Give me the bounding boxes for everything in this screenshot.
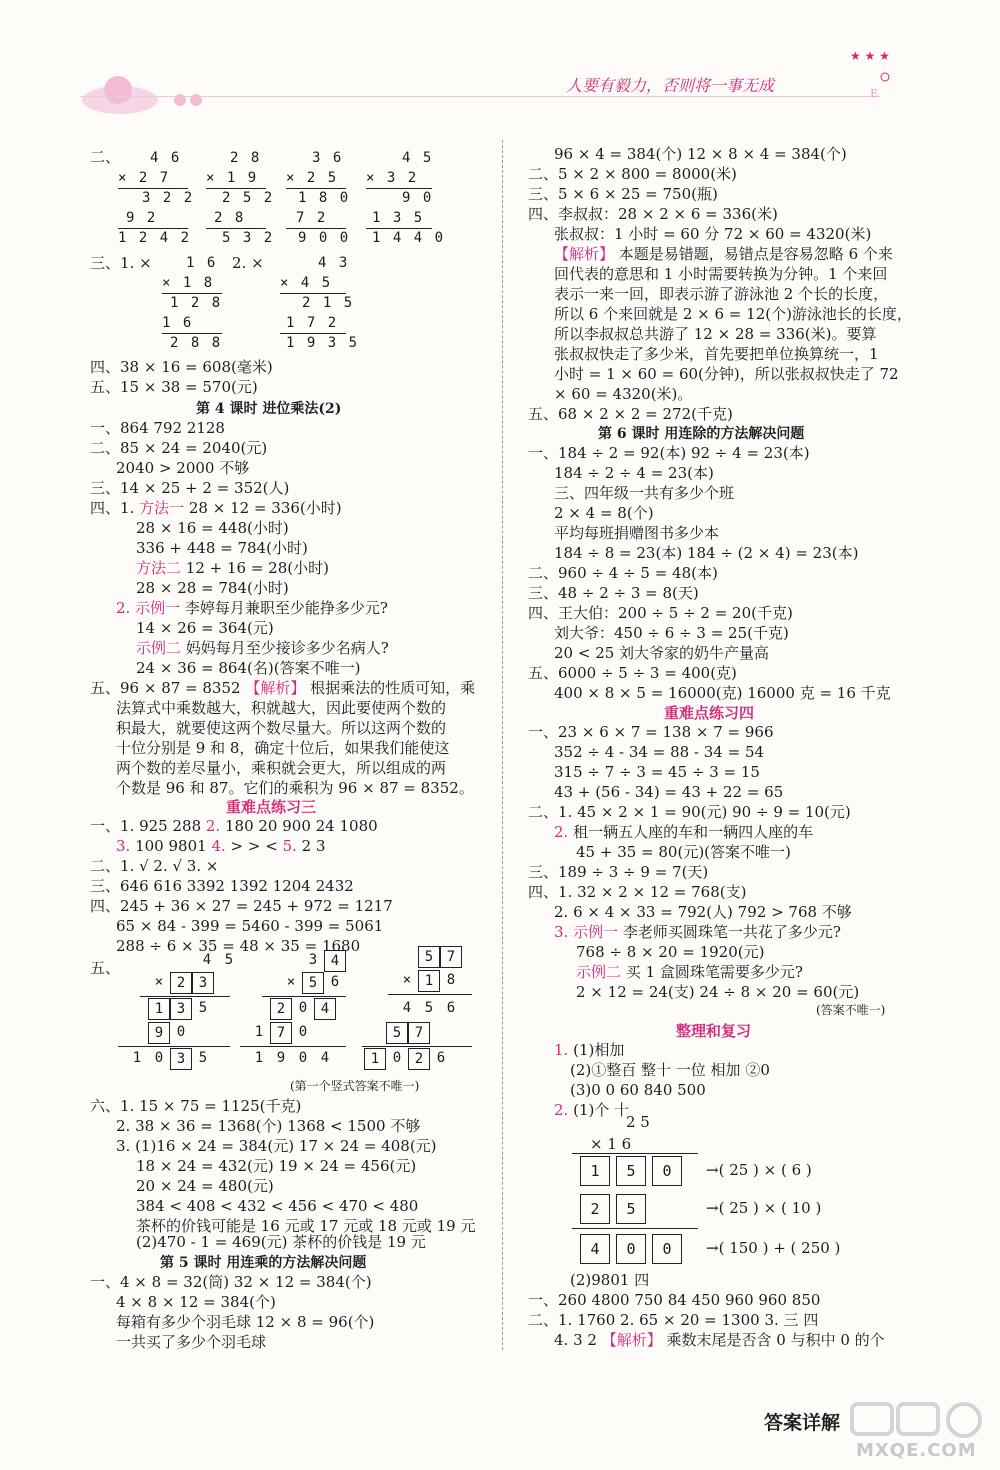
svg-text:★ ★ ★: ★ ★ ★ xyxy=(850,49,890,63)
review-title: 整理和复习 xyxy=(676,1022,752,1040)
answer-line: 一、260 4800 750 84 450 960 960 850 xyxy=(528,1291,821,1309)
calc-row: 2 8 xyxy=(214,210,246,226)
answer-line: 352 ÷ 4 - 34 = 88 - 34 = 54 xyxy=(554,743,765,761)
answer-line: 四、李叔叔：28 × 2 × 6 = 336(米) xyxy=(528,205,778,223)
answer-line: 三、646 616 3392 1392 1204 2432 xyxy=(90,877,354,895)
calc-row: 2 8 8 xyxy=(170,335,223,351)
digit-box: 4 xyxy=(580,1234,610,1264)
answer-line xyxy=(90,816,378,836)
answer-line: 茶杯的价钱可能是 16 元或 17 元或 18 元或 19 元 xyxy=(136,1217,476,1235)
answer-line: 表示一来一回，即表示游了游泳池 2 个长的长度， xyxy=(554,285,889,303)
answer-line: 张叔叔快走了多少米，首先要把单位换算统一，1 xyxy=(554,345,879,363)
answer-line: 96 × 4 = 384(个) 12 × 8 × 4 = 384(个) xyxy=(554,145,847,163)
calc-row: 9 0 xyxy=(402,190,434,206)
calc-row: 9 0 0 xyxy=(298,230,351,246)
cartoon-decoration-icon xyxy=(80,60,210,120)
analysis-label: 【解析】 xyxy=(601,1331,662,1349)
answer-line: 28 × 28 = 784(小时) xyxy=(136,579,289,597)
calc-row: × 4 5 xyxy=(280,275,333,291)
calc-annotation: →( 25 ) × ( 6 ) xyxy=(706,1161,812,1179)
answer-line xyxy=(136,558,329,578)
digit-box: 2 xyxy=(580,1194,610,1224)
answer-text: 李婷每月兼职至少能挣多少元? xyxy=(184,599,388,617)
answer-text: 乘数末尾是否含 0 与积中 0 的个 xyxy=(666,1331,885,1349)
calc-row: × 1 9 xyxy=(206,170,259,186)
answer-line: 六、1. 15 × 75 = 1125(千克) xyxy=(90,1097,302,1115)
answer-line: 28 × 16 = 448(小时) xyxy=(136,519,289,537)
analysis-label: 【解析】 xyxy=(554,245,615,263)
calc-line xyxy=(206,188,266,189)
calc-row: 4 5 xyxy=(402,150,434,166)
item-number: 3. xyxy=(554,923,569,941)
answer-line: 五、6000 ÷ 5 ÷ 3 = 400(克) xyxy=(528,664,737,682)
calc-box-row xyxy=(580,1234,688,1264)
header-rule xyxy=(80,96,880,97)
answer-line: 四、245 + 36 × 27 = 245 + 972 = 1217 xyxy=(90,897,393,915)
answer-line xyxy=(554,1330,885,1350)
answer-text: 买 1 盒圆珠笔需要多少元? xyxy=(625,963,803,981)
calc-row: 9 0 xyxy=(148,1022,192,1044)
calc-row: 1 6 xyxy=(186,255,218,271)
calc-row: × 2 3 xyxy=(148,972,214,994)
calc-line xyxy=(240,1046,346,1047)
answer-line: 小时 = 1 × 60 = 60(分钟)，所以张叔叔快走了 72 xyxy=(554,365,899,383)
header-motto: 人要有毅力，否则将一事无成 xyxy=(566,76,775,95)
practice3-title: 重难点练习三 xyxy=(226,798,317,816)
answer-line: 20 × 24 = 480(元) xyxy=(136,1177,274,1195)
answer-line xyxy=(554,244,893,264)
item-number: 四、1. xyxy=(90,499,135,517)
calc-line xyxy=(118,1046,230,1047)
answer-line: 2. 38 × 36 = 1368(个) 1368 < 1500 不够 xyxy=(116,1117,421,1135)
answer-line xyxy=(90,498,342,518)
answer-line: 三、5 × 6 × 25 = 750(瓶) xyxy=(528,185,718,203)
calc-line xyxy=(162,293,222,294)
answer-line: 每箱有多少个羽毛球 12 × 8 = 96(个) xyxy=(116,1313,375,1331)
calc-row: 1 4 4 0 xyxy=(372,230,446,246)
calc-box-row xyxy=(580,1194,652,1224)
answer-line: 2040 > 2000 不够 xyxy=(116,459,250,477)
answer-line: 14 × 26 = 364(元) xyxy=(136,619,274,637)
calc-row: 1 9 3 5 xyxy=(286,335,360,351)
answer-line: 二、1. √ 2. √ 3. × xyxy=(90,857,219,875)
calc-row: 1 2 8 xyxy=(170,295,223,311)
calc-row: 1 9 0 4 xyxy=(254,1050,330,1066)
answer-line: 一、23 × 6 × 7 = 138 × 7 = 966 xyxy=(528,723,774,741)
answer-line: 3. (1)16 × 24 = 384(元) 17 × 24 = 408(元) xyxy=(116,1137,437,1155)
svg-text:E: E xyxy=(870,87,879,100)
answer-text: 3. 三 四 xyxy=(764,1311,819,1329)
answer-line: 五、68 × 2 × 2 = 272(千克) xyxy=(528,405,733,423)
answer-text: 12 + 16 = 28(小时) xyxy=(185,559,329,577)
answer-line xyxy=(554,922,841,942)
answer-line: 回代表的意思和 1 小时需要转换为分钟。1 个来回 xyxy=(554,265,888,283)
item-number: 4. xyxy=(211,837,226,855)
answer-text: 一、1. 925 288 xyxy=(90,817,202,835)
calc-line xyxy=(118,228,188,229)
calc-row: 1 7 2 xyxy=(286,315,339,331)
answer-line: 三、四年级一共有多少个班 xyxy=(554,484,735,502)
calc-row: 5 7 xyxy=(386,1022,430,1044)
answer-line xyxy=(554,1100,629,1120)
calc-line xyxy=(388,994,472,995)
answer-line: 平均每班捐赠图书多少本 xyxy=(554,524,720,542)
calc-annotation: →( 25 ) × ( 10 ) xyxy=(706,1199,822,1217)
answer-line: 四、1. 32 × 2 × 12 = 768(支) xyxy=(528,883,747,901)
answer-line xyxy=(528,1310,818,1330)
header xyxy=(0,0,1000,120)
note-text: (第一个竖式答案不唯一) xyxy=(290,1079,420,1093)
calc-line xyxy=(366,228,432,229)
answer-line: 二、960 ÷ 4 ÷ 5 = 48(本) xyxy=(528,564,718,582)
answer-line: 2 × 12 = 24(支) 24 ÷ 8 × 20 = 60(元) xyxy=(576,983,860,1001)
digit-box: 5 xyxy=(616,1156,646,1186)
calc-line xyxy=(206,228,266,229)
answer-line: 4 × 8 × 12 = 384(个) xyxy=(116,1293,276,1311)
column-divider xyxy=(502,140,503,1350)
note-text: (答案不唯一) xyxy=(816,1003,886,1017)
answer-text: 2. 65 × 20 = 1300 xyxy=(620,1311,760,1329)
answer-line xyxy=(554,1040,624,1060)
answer-line: 四、王大伯：200 ÷ 5 ÷ 2 = 20(千克) xyxy=(528,604,793,622)
answer-line: 一、864 792 2128 xyxy=(90,419,225,437)
answer-line: 一、4 × 8 = 32(筒) 32 × 12 = 384(个) xyxy=(90,1273,372,1291)
calc-row: 1 2 4 2 xyxy=(118,230,192,246)
item-number: 2. xyxy=(554,1101,569,1119)
calc-row: 2 8 xyxy=(230,150,262,166)
calc-row: 5 7 xyxy=(418,946,462,968)
calc-row: 4 3 xyxy=(318,255,350,271)
analysis-label: 【解析】 xyxy=(245,679,306,697)
answer-line: 四、38 × 16 = 608(毫米) xyxy=(90,358,273,376)
calc-row: 3 4 xyxy=(302,950,346,972)
answer-line: 2. 6 × 4 × 33 = 792(人) 792 > 768 不够 xyxy=(554,903,852,921)
answer-text: 妈妈每月至少接诊多少名病人? xyxy=(185,639,389,657)
calc-row: 2 0 4 xyxy=(270,998,336,1020)
example-label: 示例一 xyxy=(573,923,619,941)
calc-line xyxy=(262,996,346,997)
answer-line xyxy=(136,638,389,658)
answer-line: 法算式中乘数越大，积就越大，因此要使两个数的 xyxy=(116,699,447,717)
answer-line: 45 + 35 = 80(元)(答案不唯一) xyxy=(576,843,791,861)
answer-line: (3)0 0 60 840 500 xyxy=(570,1081,706,1099)
answer-text: 2 3 xyxy=(301,837,326,855)
answer-line xyxy=(554,822,813,842)
answer-line: × 60 = 4320(米)。 xyxy=(554,385,693,403)
item-number: 1. xyxy=(554,1041,569,1059)
item-number: 2. xyxy=(554,823,569,841)
answer-line xyxy=(576,962,803,982)
item-number: 3. xyxy=(116,837,131,855)
answer-line: (2)①整百 整十 一位 相加 ②0 xyxy=(570,1061,770,1079)
lesson4-title: 第 4 课时 进位乘法(2) xyxy=(196,401,342,417)
calc-row: 1 7 0 xyxy=(248,1022,314,1044)
calc-row: 1 3 5 xyxy=(372,210,425,226)
calc-row: 2 1 5 xyxy=(302,295,355,311)
practice4-title: 重难点练习四 xyxy=(664,704,755,722)
answer-line: 刘大爷：450 ÷ 6 ÷ 3 = 25(千克) xyxy=(554,624,789,642)
answer-line: 65 × 84 - 399 = 5460 - 399 = 5061 xyxy=(116,917,384,935)
answer-line: 一共买了多少个羽毛球 xyxy=(116,1333,267,1351)
footer-label: 答案详解 xyxy=(764,1412,841,1434)
answer-line: 288 ÷ 6 × 35 = 48 × 35 = 1680 xyxy=(116,937,361,955)
answer-line: 400 × 8 × 5 = 16000(克) 16000 克 = 16 千克 xyxy=(554,684,891,702)
calc-box-row xyxy=(580,1156,688,1186)
calc-row: 1 8 0 xyxy=(298,190,351,206)
answer-line: 三、14 × 25 + 2 = 352(人) xyxy=(90,479,290,497)
calc-line xyxy=(140,996,230,997)
answer-line: 所以 6 个来回就是 2 × 6 = 12(个)游泳池长的长度， xyxy=(554,305,912,323)
calc-row: × 5 6 xyxy=(280,972,346,994)
calc-line xyxy=(366,188,432,189)
answer-text: > > < xyxy=(230,837,278,855)
answer-text: 根据乘法的性质可知，乘 xyxy=(310,679,476,697)
answer-text: 租一辆五人座的车和一辆四人座的车 xyxy=(573,823,814,841)
calc-line xyxy=(162,333,222,334)
lesson5-title: 第 5 课时 用连乘的方法解决问题 xyxy=(160,1255,367,1271)
calc-row: 1 6 xyxy=(162,315,194,331)
answer-line: 二、85 × 24 = 2040(元) xyxy=(90,439,268,457)
answer-line: 一、184 ÷ 2 = 92(本) 92 ÷ 4 = 23(本) xyxy=(528,444,810,462)
example-label: 示例一 xyxy=(135,599,181,617)
calc-line xyxy=(572,1153,698,1154)
calc-row: 1 0 2 6 xyxy=(364,1048,452,1070)
answer-line: 所以李叔叔总共游了 12 × 28 = 336(米)。要算 xyxy=(554,325,877,343)
calc-line xyxy=(572,1228,698,1229)
calc-row: 4 5 6 xyxy=(402,1000,456,1016)
example-label: 示例二 xyxy=(136,639,182,657)
example-label: 示例二 xyxy=(576,963,622,981)
digit-box: 5 xyxy=(616,1194,646,1224)
answer-line: 315 ÷ 7 ÷ 3 = 45 ÷ 3 = 15 xyxy=(554,763,760,781)
answer-line: 20 < 25 刘大爷家的奶牛产量高 xyxy=(554,644,770,662)
calc-row: × 1 6 xyxy=(590,1135,632,1153)
calc-row: × 3 2 xyxy=(366,170,419,186)
method-label: 方法一 xyxy=(139,499,185,517)
calc-row: 7 2 xyxy=(296,210,328,226)
calc-line xyxy=(286,228,346,229)
answer-line xyxy=(116,598,388,618)
calc-row: × 1 8 xyxy=(162,275,215,291)
calc-row: 3 6 xyxy=(312,150,344,166)
answer-line: 18 × 24 = 432(元) 19 × 24 = 456(元) xyxy=(136,1157,417,1175)
answer-text: 100 9801 xyxy=(135,837,207,855)
answer-line: 五、15 × 38 = 570(元) xyxy=(90,378,258,396)
answer-line: 积最大，就要使这两个数尽量大。所以这两个数的 xyxy=(116,719,447,737)
answer-line xyxy=(90,678,475,698)
item-number: 2. xyxy=(116,599,131,617)
method-label: 方法二 xyxy=(136,559,182,577)
watermark: MXQE.COM xyxy=(856,1440,977,1461)
answer-line: 二、1. 45 × 2 × 1 = 90(元) 90 ÷ 9 = 10(元) xyxy=(528,803,851,821)
answer-line: 2 × 4 = 8(个) xyxy=(554,504,654,522)
answer-text: 本题是易错题，易错点是容易忽略 6 个来 xyxy=(618,245,893,263)
answer-line: (2)470 - 1 = 469(元) 茶杯的价钱是 19 元 xyxy=(136,1233,426,1251)
answer-text: 4. 3 2 xyxy=(554,1331,597,1349)
answer-line: 384 < 408 < 432 < 456 < 470 < 480 xyxy=(136,1197,419,1215)
calc-row: 5 3 2 xyxy=(222,230,275,246)
calc-row: 2 5 2 xyxy=(222,190,275,206)
answer-line: 184 ÷ 8 = 23(本) 184 ÷ (2 × 4) = 23(本) xyxy=(554,544,859,562)
answer-line: 184 ÷ 2 ÷ 4 = 23(本) xyxy=(554,464,714,482)
digit-box: 1 xyxy=(580,1156,610,1186)
answer-text: (1)相加 xyxy=(573,1041,625,1059)
calc-row: × 2 5 xyxy=(286,170,339,186)
answer-line: 768 ÷ 8 × 20 = 1920(元) xyxy=(576,943,765,961)
answer-line: 五、 xyxy=(90,959,121,977)
calc-row: 4 6 xyxy=(150,150,182,166)
answer-line: 两个数的差尽量小，乘积就会更大，所以组成的两 xyxy=(116,759,447,777)
calc-row: × 1 8 xyxy=(396,970,462,992)
watermark-logo-icon xyxy=(850,1400,990,1440)
calc-line xyxy=(362,1046,472,1047)
calc-line xyxy=(286,188,346,189)
answer-text: 二、1. 1760 xyxy=(528,1311,616,1329)
calc-line xyxy=(280,293,346,294)
calc-row: × 2 7 xyxy=(118,170,171,186)
answer-line: 43 + (56 - 34) = 43 + 22 = 65 xyxy=(554,783,784,801)
stars-decoration-icon xyxy=(840,45,920,105)
calc-row: 1 3 5 xyxy=(148,998,214,1020)
answer-line: 十位分别是 9 和 8，确定十位后，如果我们能使这 xyxy=(116,739,450,757)
item-number: 2. xyxy=(205,817,221,835)
item-number: 5. xyxy=(282,837,297,855)
answer-text: 李老师买圆珠笔一共花了多少元? xyxy=(622,923,841,941)
answer-line: 336 + 448 = 784(小时) xyxy=(136,539,308,557)
calc-row: 3 2 2 xyxy=(142,190,195,206)
calc-row: 4 5 xyxy=(202,952,234,968)
answer-line xyxy=(116,836,326,856)
calc-line xyxy=(280,333,346,334)
sec2-label: 二、 xyxy=(90,148,121,166)
calc-line xyxy=(118,188,188,189)
answer-text: 五、96 × 87 = 8352 xyxy=(90,679,241,697)
digit-box: 0 xyxy=(616,1234,646,1264)
calc-row: 1 0 3 5 xyxy=(126,1048,214,1070)
sec3-label-2: 2. × xyxy=(232,254,264,272)
lesson6-title: 第 6 课时 用连除的方法解决问题 xyxy=(598,426,805,442)
calc-row: 9 2 xyxy=(126,210,158,226)
answer-text: 180 20 900 24 1080 xyxy=(224,817,378,835)
digit-box: 0 xyxy=(652,1234,682,1264)
answer-line: 三、189 ÷ 3 ÷ 9 = 7(天) xyxy=(528,863,709,881)
calc-annotation: →( 150 ) + ( 250 ) xyxy=(706,1239,841,1257)
answer-line: 个数是 96 和 87。它们的乘积为 96 × 87 = 8352。 xyxy=(116,779,474,797)
sec3-label: 三、1. × xyxy=(90,254,152,272)
calc-row: 2 5 xyxy=(626,1113,650,1131)
answer-line: 三、48 ÷ 2 ÷ 3 = 8(天) xyxy=(528,584,699,602)
answer-text: (1)个 十 xyxy=(573,1101,630,1119)
answer-line: 张叔叔：1 小时 = 60 分 72 × 60 = 4320(米) xyxy=(554,225,872,243)
answer-line: 二、5 × 2 × 800 = 8000(米) xyxy=(528,165,737,183)
digit-box: 0 xyxy=(652,1156,682,1186)
answer-text: 28 × 12 = 336(小时) xyxy=(188,499,342,517)
answer-line: 24 × 36 = 864(名)(答案不唯一) xyxy=(136,659,361,677)
answer-line: (2)9801 四 xyxy=(570,1271,650,1289)
